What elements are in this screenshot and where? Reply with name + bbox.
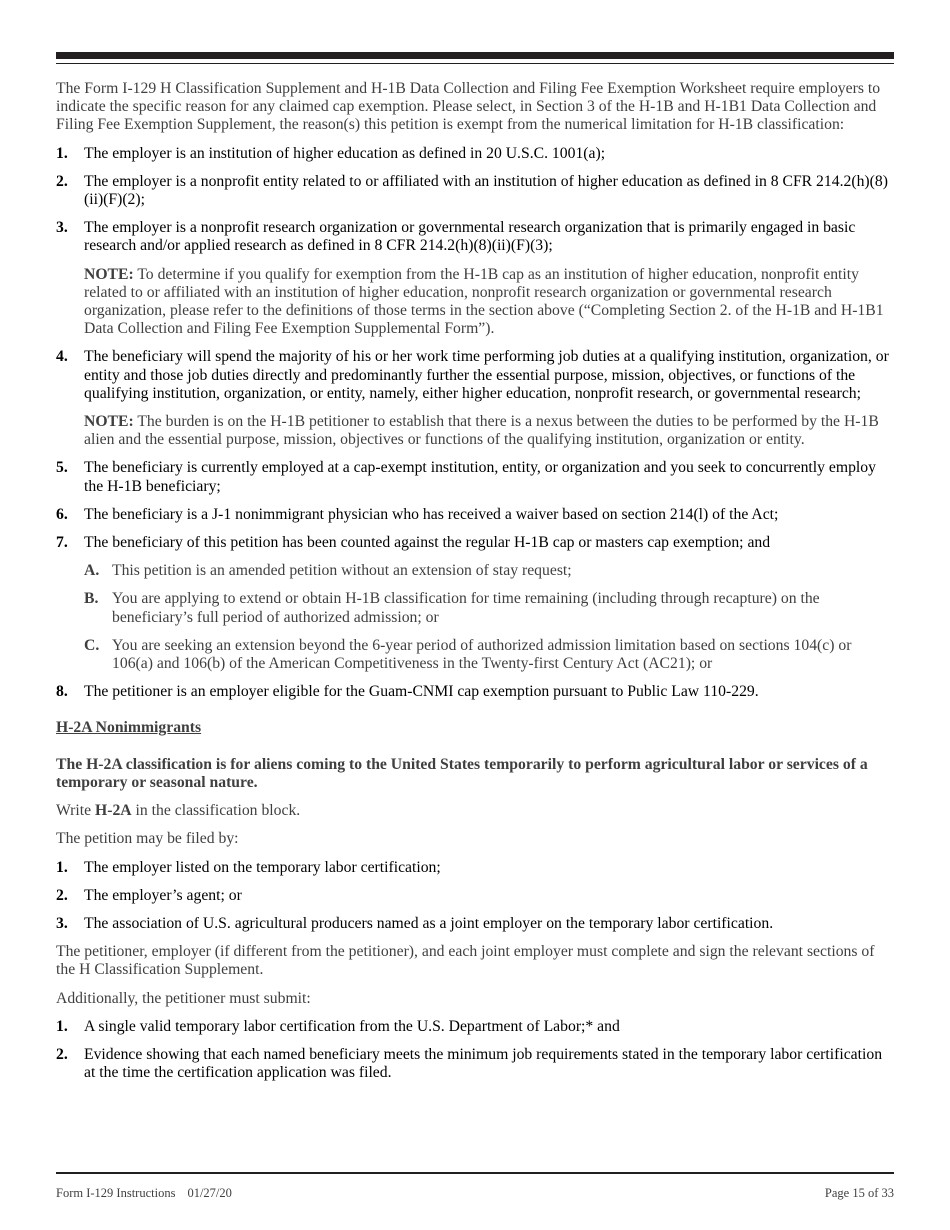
item-text: The association of U.S. agricultural producers named as a joint employer on the temporary labor certification. [84, 914, 774, 932]
footer-rule [56, 1172, 894, 1174]
subitem-letter: B. [84, 590, 99, 608]
exemption-item-7 [56, 534, 894, 552]
item-text: The petitioner is an employer eligible for the Guam-CNMI cap exemption pursuant to Public Law 110-229. [84, 683, 759, 701]
subitem-a [84, 562, 894, 580]
write-prefix: Write [56, 802, 96, 820]
item-number: 2. [56, 172, 68, 190]
exemption-item-3 [56, 219, 894, 255]
subitem-letter: A. [84, 562, 100, 580]
note-text: To determine if you qualify for exemption from the H-1B cap as an institution of higher education, nonprofit entity related to or affiliated with an institution of higher education, nonprofit research organization or governmental research organization, please refer to the definitions of those terms in the section above (“Completing Section 2. of the H-1B and H-1B1 Data Collection and Filing Fee Exemption Supplemental Form”). [84, 265, 884, 338]
item-number: 8. [56, 683, 68, 701]
submission-item-1 [56, 1018, 894, 1036]
filed-by-intro: The petition may be filed by: [56, 830, 239, 848]
filer-item-1 [56, 859, 894, 877]
item-number: 2. [56, 886, 68, 904]
item-number: 6. [56, 505, 68, 523]
section-heading-h2a: H-2A Nonimmigrants [56, 719, 202, 737]
submission-item-2 [56, 1046, 894, 1082]
subitem-b [84, 590, 894, 626]
subitem-text: You are seeking an extension beyond the 6-year period of authorized admission limitation based on sections 104(c) or 106(a) and 106(b) of the American Competitiveness in the Twenty-first Century Act (AC21); or [112, 636, 852, 673]
exemption-item-2 [56, 173, 894, 209]
footer-form-info [56, 1186, 232, 1201]
item-text: The employer’s agent; or [84, 886, 242, 904]
filer-item-3 [56, 915, 894, 933]
subitem-c [84, 637, 894, 673]
write-suffix: in the classification block. [131, 802, 301, 820]
item-number: 4. [56, 348, 68, 366]
exemption-item-5 [56, 459, 894, 495]
item-number: 3. [56, 914, 68, 932]
item-text: The employer is a nonprofit research organization or governmental research organization that is primarily engaged in basic research and/or applied research as defined in 8 CFR 214.2(h)(8)(ii)(F)(3); [84, 219, 856, 255]
item-text: The beneficiary of this petition has been counted against the regular H-1B cap or masters cap exemption; and [84, 534, 771, 552]
item-text: The employer is an institution of higher education as defined in 20 U.S.C. 1001(a); [84, 144, 606, 162]
item-number: 2. [56, 1045, 68, 1063]
item-text: The beneficiary is a J-1 nonimmigrant physician who has received a waiver based on section 214(l) of the Act; [84, 505, 779, 523]
item-text: A single valid temporary labor certification from the U.S. Department of Labor;* and [84, 1017, 620, 1035]
item-text: The employer listed on the temporary labor certification; [84, 858, 441, 876]
additionally-intro: Additionally, the petitioner must submit: [56, 989, 311, 1007]
item-number: 1. [56, 1017, 68, 1035]
classification-code: H-2A [95, 802, 132, 820]
exemption-item-6 [56, 506, 894, 524]
header-rule-thick [56, 52, 894, 59]
exemption-item-4 [56, 348, 894, 403]
item-text: The employer is a nonprofit entity related to or affiliated with an institution of higher education as defined in 8 CFR 214.2(h)(8)(ii)(F)(2); [84, 172, 888, 209]
item-text: The beneficiary will spend the majority of his or her work time performing job duties at a qualifying institution, organization, or entity and those job duties directly and predominantly further the essential purpose, mission, objectives, or functions of the qualifying institution, organization, or entity, namely, either higher education, nonprofit research, or governmental research; [84, 348, 889, 402]
item-text: Evidence showing that each named beneficiary meets the minimum job requirements stated in the temporary labor certification at the time the certification application was filed. [84, 1045, 883, 1082]
footer-form-name: Form I-129 Instructions [56, 1186, 176, 1200]
note-cap-definitions [84, 266, 894, 339]
sign-requirement: The petitioner, employer (if different from the petitioner), and each joint employer must complete and sign the relevant sections of the H Classification Supplement. [56, 943, 875, 979]
exemption-item-8 [56, 683, 894, 701]
subitem-text: You are applying to extend or obtain H-1B classification for time remaining (including through recapture) on the beneficiary’s full period of authorized admission; or [112, 590, 820, 626]
exemption-item-1 [56, 145, 894, 163]
item-number: 5. [56, 459, 68, 477]
item-number: 7. [56, 534, 68, 552]
note-label: NOTE: [84, 265, 134, 283]
header-rule-thin [56, 63, 894, 64]
write-instruction [56, 802, 894, 820]
filer-item-2 [56, 887, 894, 905]
item-text: The beneficiary is currently employed at a cap-exempt institution, entity, or organization and you seek to concurrently employ the H-1B beneficiary; [84, 459, 876, 495]
page-content [56, 80, 894, 1092]
footer-date: 01/27/20 [187, 1186, 232, 1200]
footer-page-number: Page 15 of 33 [824, 1186, 894, 1200]
note-burden [84, 413, 894, 449]
item-number: 1. [56, 858, 68, 876]
h2a-intro: The H-2A classification is for aliens coming to the United States temporarily to perform agricultural labor or services of a temporary or seasonal nature. [56, 755, 868, 791]
item-number: 1. [56, 144, 68, 162]
note-text: The burden is on the H-1B petitioner to establish that there is a nexus between the duties to be performed by the H-1B alien and the essential purpose, mission, objectives or functions of the qualifying institution, organization or entity. [84, 413, 879, 449]
item-number: 3. [56, 219, 68, 237]
subitem-letter: C. [84, 636, 100, 654]
intro-paragraph: The Form I-129 H Classification Supplement and H-1B Data Collection and Filing Fee Exemption Worksheet require employers to indicate the specific reason for any claimed cap exemption. Please select, in Section 3 of the H-1B and H-1B1 Data Collection and Filing Fee Exemption Supplement, the reason(s) this petition is exempt from the numerical limitation for H-1B classification: [56, 80, 881, 134]
subitem-text: This petition is an amended petition without an extension of stay request; [112, 562, 572, 580]
note-label: NOTE: [84, 413, 134, 431]
